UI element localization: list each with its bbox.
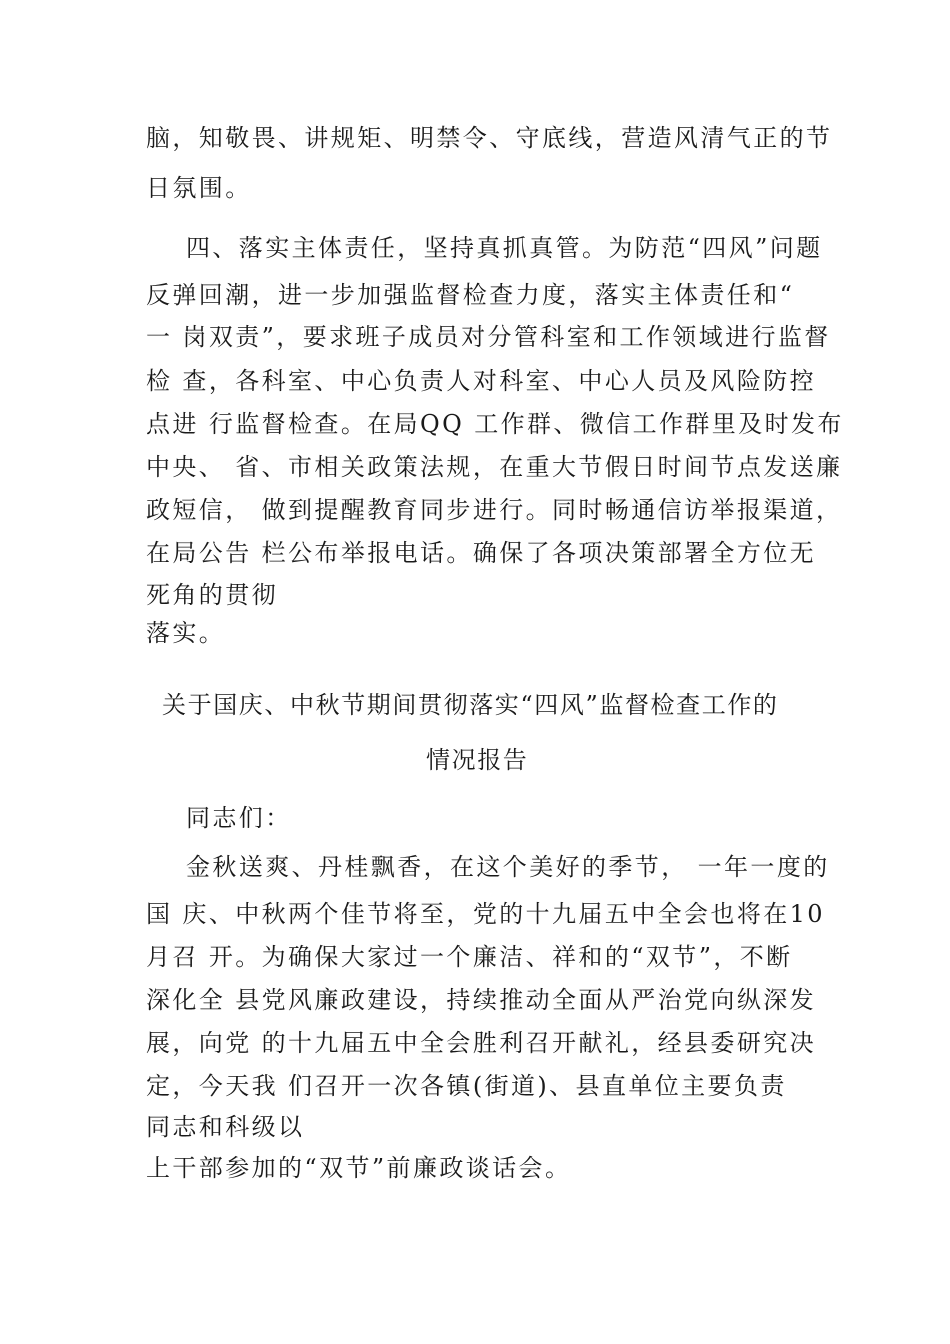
- text-line: 月召 开。为确保大家过一个廉洁、祥和的“双节”，不断: [146, 943, 793, 971]
- report-title-line-1: 关于国庆、中秋节期间贯彻落实“四风”监督检查工作的: [162, 691, 779, 719]
- text-line: 日氛围。: [146, 174, 252, 202]
- text-line: 点进 行监督检查。在局QQ 工作群、微信工作群里及时发布: [146, 410, 844, 438]
- text-line: 展，向党 的十九届五中全会胜利召开献礼，经县委研究决: [146, 1029, 817, 1057]
- text-line: 落实。: [146, 619, 226, 647]
- text-line: 中央、 省、市相关政策法规，在重大节假日时间节点发送廉: [146, 453, 843, 481]
- text-line: 深化全 县党风廉政建设，持续推动全面从严治党向纵深发: [146, 986, 817, 1014]
- text-line: 一 岗双责”，要求班子成员对分管科室和工作领域进行监督: [146, 323, 831, 351]
- text-line: 金秋送爽、丹桂飘香，在这个美好的季节， 一年一度的: [186, 853, 830, 881]
- text-line: 国 庆、中秋两个佳节将至，党的十九届五中全会也将在10: [146, 900, 825, 928]
- text-line: 在局公告 栏公布举报电话。确保了各项决策部署全方位无: [146, 539, 817, 567]
- text-line: 上干部参加的“双节”前廉政谈话会。: [146, 1154, 572, 1182]
- text-line: 同志和科级以: [146, 1113, 305, 1141]
- text-line: 定，今天我 们召开一次各镇(街道)、县直单位主要负责: [146, 1072, 787, 1100]
- text-line: 死角的贯彻: [146, 581, 278, 609]
- report-title-line-2: 情况报告: [426, 746, 529, 774]
- paragraph-heading-line: 四、落实主体责任，坚持真抓真管。为防范“四风”问题: [186, 234, 823, 262]
- text-line: 检 查，各科室、中心负责人对科室、中心人员及风险防控: [146, 367, 817, 395]
- text-line: 脑，知敬畏、讲规矩、明禁令、守底线，营造风清气正的节: [146, 124, 833, 152]
- text-line: 政短信， 做到提醒教育同步进行。同时畅通信访举报渠道，: [146, 496, 843, 524]
- text-line: 反弹回潮，进一步加强监督检查力度，落实主体责任和“: [146, 281, 795, 309]
- salutation: 同志们：: [186, 804, 292, 832]
